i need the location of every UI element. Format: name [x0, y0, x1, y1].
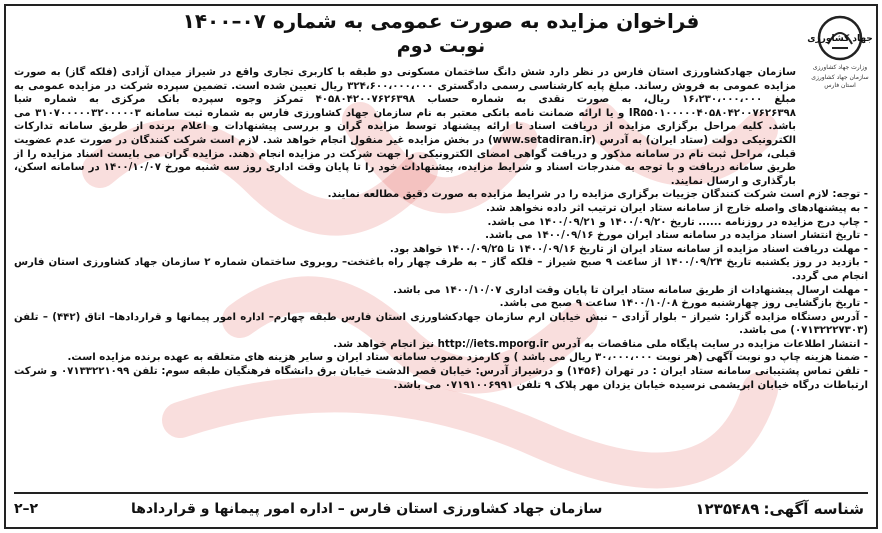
- logo-text: جهاد کشاورزی: [807, 34, 873, 44]
- list-item: - آدرس دستگاه مزایده گزار: شیراز – بلوار آزادی – نبش خیابان ارم سازمان جهادکشاورزی استان فارس طبقه چهارم– اداره امور پیمانها و قراردادها– اتاق (۴۴۲) – تلفن (۰۷۱۳۲۲۲۷۳۰۳) می باشد.: [14, 311, 868, 337]
- notice-body: [14, 66, 868, 484]
- page-number: ۲–۲: [14, 501, 39, 517]
- list-item: - توجه: لازم است شرکت کنندگان جزییات برگزاری مزایده را در شرایط مزایده به صورت دقیق مطالعه نمایند.: [327, 189, 868, 201]
- list-item: - تاریخ بازگشایی روز چهارشنبه مورخ ۱۴۰۰/۱۰/۰۸ ساعت ۹ صبح می باشد.: [499, 298, 868, 310]
- notice-header: [130, 8, 752, 58]
- footer-organization: سازمان جهاد کشاورزی استان فارس – اداره امور پیمانها و قراردادها: [131, 501, 603, 517]
- list-item: - مهلت ارسال پیشنهادات از طریق سامانه ستاد ایران تا پایان وقت اداری ۱۴۰۰/۱۰/۰۷ می باشد.: [393, 284, 868, 296]
- notice-subtitle: نوبت دوم: [396, 35, 486, 57]
- ad-id-label: شناسه آگهی:: [763, 500, 864, 518]
- notice-items-list: [14, 188, 868, 392]
- list-item: - ضمنا هزینه چاپ دو نوبت آگهی (هر نوبت ۳۰،۰۰۰،۰۰۰ ریال می باشد ) و کارمزد مصوب سامانه ستاد ایران و سایر هزینه های متعلقه به عهده برنده مزایده است.: [67, 352, 868, 364]
- list-item: - انتشار اطلاعات مزایده در سایت پایگاه ملی مناقصات به آدرس http://iets.mporg.ir نیز انجام خواهد شد.: [333, 338, 868, 350]
- notice-footer: [14, 492, 868, 524]
- list-item: - بازدید در روز یکشنبه تاریخ ۱۴۰۰/۰۹/۲۴ از ساعت ۹ صبح شیراز – فلکه گاز – به طرف چهار راه باغتخت– روبروی ساختمان شماره ۲ سازمان جهاد کشاورزی استان فارس انجام می گردد.: [14, 257, 868, 282]
- intro-paragraph: سازمان جهادکشاورزی استان فارس در نظر دارد شش دانگ ساختمان مسکونی دو طبقه با کاربری تجاری واقع در شیراز میدان آزادی (فلکه گاز) به صورت مزایده عمومی به فروش رساند. مبلغ پایه کارشناسی رسمی دادگستری ۳۲۴،۶۰۰،۰۰۰،۰۰۰ ریال تعیین شده است. تضمین سپرده شرکت در مزایده عمومی به مبلغ ۱۶،۲۳۰،۰۰۰،۰۰۰ ریال، به صورت نقدی به شماره حساب ۴۰۵۸۰۴۲۰۰۷۶۲۶۳۹۸ تمرکز وجوه سپرده بانک مرکزی به شماره شبا IR۵۵۰۱۰۰۰۰۰۴۰۵۸۰۴۲۰۰۷۶۲۶۳۹۸ و یا ارائه ضمانت نامه بانکی معتبر به نام سازمان جهاد کشاورزی فارس به شماره ثبت سامانه ۳۱۰۷۰۰۰۰۰۳۲۰۰۰۰۰۳ می باشد. کلیه مراحل برگزاری مزایده از دریافت اسناد تا ارائه پیشنهاد توسط مزایده گران و بررسی پیشنهادات و اعلام برنده از طریق سامانه تدارکات الکترونیکی دولت (ستاد ایران) به آدرس (www.setadiran.ir) در بخش مزایده غیر منقول انجام خواهد شد. لازم است شرکت کنندگان در صورت عدم عضویت قبلی، مراحل ثبت نام در سامانه مذکور و دریافت گواهی امضای الکترونیکی را جهت شرکت در مزایده انجام دهند. مزایده گران می بایست اسناد مزایده را از طریق سامانه دریافت و با توجه به مندرجات اسناد و شرایط مزایده، پیشنهادات خود را تا پایان وقت اداری روز سه شنبه مورخ ۱۴۰۰/۱۰/۰۷ در سامانه اسکن، بارگذاری و ارسال نمایند.: [14, 67, 796, 187]
- logo-caption-organization: سازمان جهاد کشاورزی استان فارس: [811, 74, 869, 89]
- logo-caption-ministry: وزارت جهاد کشاورزی: [812, 64, 868, 71]
- list-item: - تاریخ انتشار اسناد مزایده در سامانه ستاد ایران مورخ ۱۴۰۰/۰۹/۱۶ می باشد.: [485, 230, 868, 242]
- list-item: - چاپ درج مزایده در روزنامه ...... تاریخ ۱۴۰۰/۰۹/۲۰ و ۱۴۰۰/۰۹/۲۱ می باشد.: [487, 216, 868, 228]
- ad-id: [695, 500, 868, 518]
- ad-id-value: ۱۲۳۵۴۸۹: [695, 500, 760, 518]
- notice-title: فراخوان مزایده به صورت عمومی به شماره ۰۷–۱۴۰۰: [182, 9, 700, 33]
- list-item: - مهلت دریافت اسناد مزایده از سامانه ستاد ایران از تاریخ ۱۴۰۰/۰۹/۱۶ تا ۱۴۰۰/۰۹/۲۵ خواهد بود.: [389, 243, 868, 255]
- list-item: - به پیشنهادهای واصله خارج از سامانه ستاد ایران ترتیب اثر داده نخواهد شد.: [486, 202, 868, 214]
- list-item: - تلفن تماس پشتیبانی سامانه ستاد ایران : در تهران (۱۴۵۶) و درشیراز آدرس: خیابان قصر الدشت خیابان برق دانشگاه فرهنگیان طبقه سوم: تلفن ۰۷۱۳۳۲۲۱۰۹۹ و شرکت ارتباطات درگاه خیابان ابریشمی نرسیده خیابان یزدان مهر پلاک ۹ تلفن ۰۷۱۹۱۰۰۶۹۹۱ می باشد.: [14, 366, 868, 391]
- ministry-emblem-icon: [807, 14, 873, 62]
